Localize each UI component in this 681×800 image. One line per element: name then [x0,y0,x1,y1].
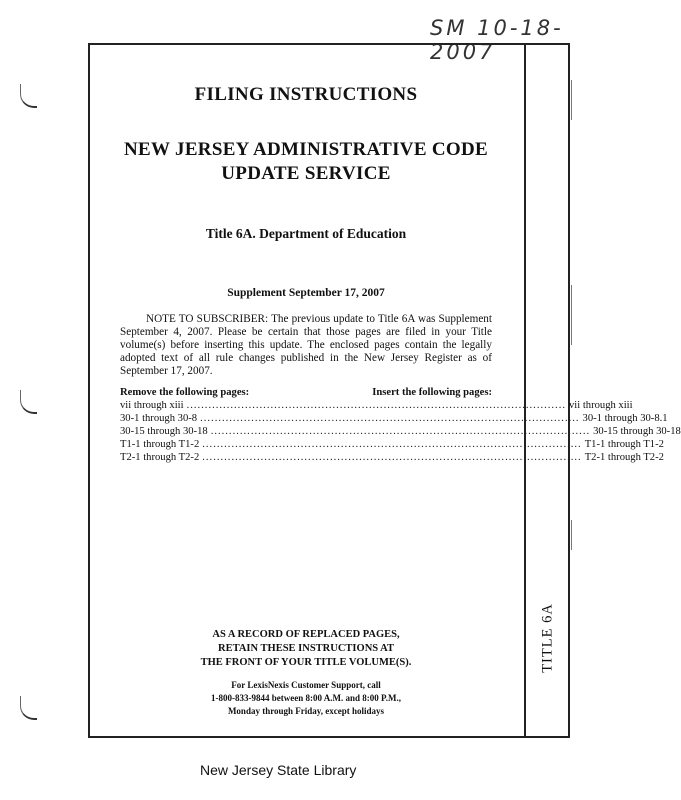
dot-leader: ........................................................................................................ [210,426,591,437]
insert-header: Insert the following pages: [372,387,492,398]
support-line: Monday through Friday, except holidays [227,706,385,716]
spine-divider [524,43,526,738]
insert-pages: vii through xiii [569,400,633,411]
table-row [120,412,668,425]
dot-leader: ........................................................................................................ [186,400,566,411]
table-row [120,425,681,438]
insert-pages: 30-1 through 30-8.1 [582,413,668,424]
dot-leader: ........................................................................................................ [202,439,582,450]
retain-line: RETAIN THESE INSTRUCTIONS AT [218,643,394,654]
dot-leader: ........................................................................................................ [200,413,580,424]
binder-hole-mark [20,390,37,414]
spine-edge-mark [571,520,572,550]
pages-table-header [120,386,492,399]
support-line: For LexisNexis Customer Support, call [231,680,381,690]
remove-pages: 30-15 through 30-18 [120,426,208,437]
retain-notice [120,628,492,670]
table-row [120,451,664,464]
retain-line: AS A RECORD OF REPLACED PAGES, [212,629,400,640]
insert-pages: T1-1 through T1-2 [584,439,664,450]
support-line: 1-800-833-9844 between 8:00 A.M. and 8:00 P.M., [211,693,401,703]
pages-table [120,386,681,464]
remove-pages: 30-1 through 30-8 [120,413,198,424]
insert-pages: T2-1 through T2-2 [584,452,664,463]
code-title-line: UPDATE SERVICE [221,163,391,184]
binder-hole-mark [20,696,37,720]
remove-header: Remove the following pages: [120,387,250,398]
supplement-date: Supplement September 17, 2007 [227,287,385,299]
remove-pages: T1-1 through T1-2 [120,439,200,450]
retain-line: THE FRONT OF YOUR TITLE VOLUME(S). [200,657,412,668]
page-title: FILING INSTRUCTIONS [194,84,418,105]
subscriber-note: NOTE TO SUBSCRIBER: The previous update to Title 6A was Supplement September 4, 2007. Please be certain that those pages are filed in your Title volume(s) before inserting this update. The enclosed pages contain the legally adopted text of all rule changes published in the New Jersey Register as of September 17, 2007. [120,313,492,377]
dot-leader: ........................................................................................................ [202,452,582,463]
title-line: Title 6A. Department of Education [205,226,407,241]
handwritten-annotation: SM 10-18-2007 [430,16,564,64]
remove-pages: T2-1 through T2-2 [120,452,200,463]
insert-pages: 30-15 through 30-18 [593,426,681,437]
customer-support [120,679,492,718]
spine-label: TITLE 6A [539,603,556,673]
code-title [120,138,492,186]
footer-stamp: New Jersey State Library [200,762,357,778]
document-body [120,84,681,464]
table-row [120,438,664,451]
spine-edge-mark [571,80,572,120]
table-row [120,399,633,412]
spine-edge-mark [571,285,572,345]
remove-pages: vii through xiii [120,400,184,411]
binder-hole-mark [20,84,37,108]
code-title-line: NEW JERSEY ADMINISTRATIVE CODE [124,139,488,160]
